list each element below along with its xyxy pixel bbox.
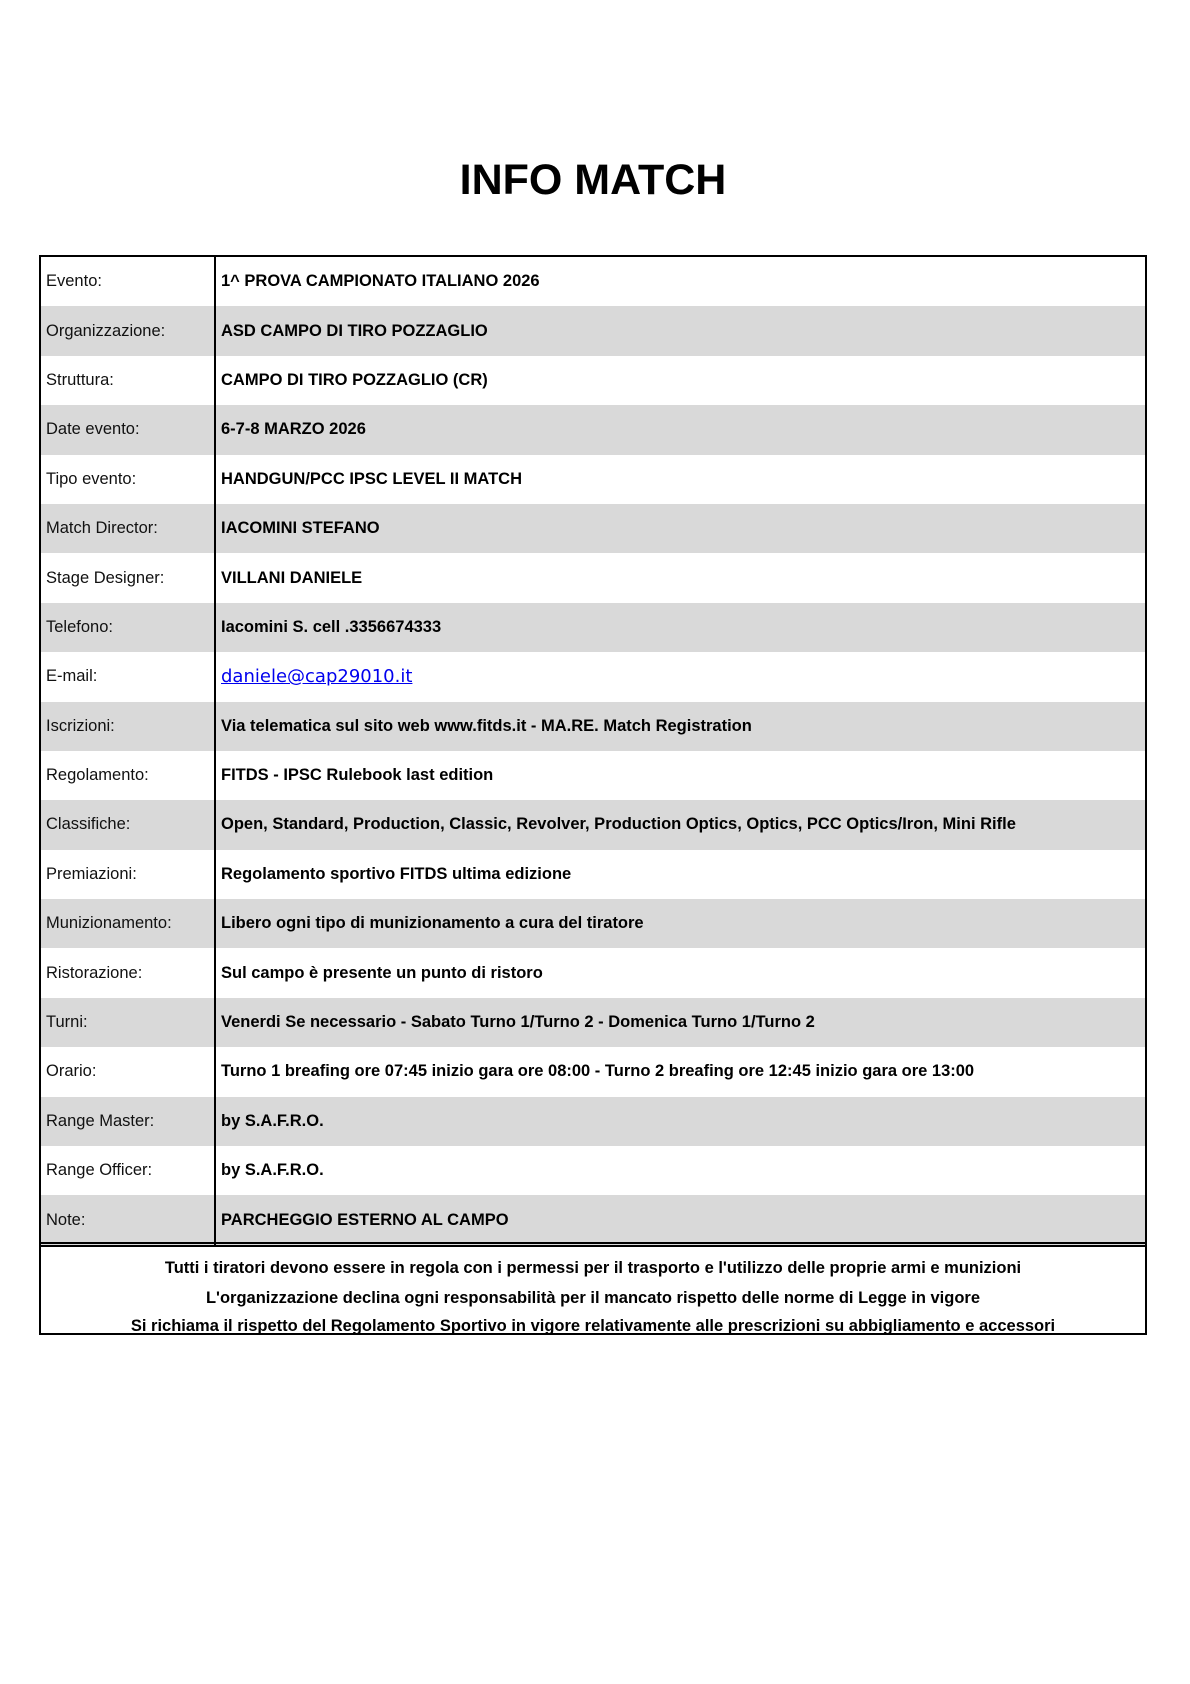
row-label: Regolamento: xyxy=(41,751,216,800)
row-range-officer xyxy=(41,1146,1145,1195)
row-value: Sul campo è presente un punto di ristoro xyxy=(221,963,543,982)
email-link[interactable]: daniele@cap29010.it xyxy=(221,666,413,688)
row-label: Evento: xyxy=(41,257,216,306)
row-label: Match Director: xyxy=(41,504,216,553)
footer-line: Si richiama il rispetto del Regolamento Sportivo in vigore relativamente alle prescrizioni su abbigliamento e accessori xyxy=(130,1317,1056,1335)
info-table xyxy=(39,255,1147,1247)
footer-line: Tutti i tiratori devono essere in regola con i permessi per il trasporto e l'utilizzo delle proprie armi e munizioni xyxy=(164,1259,1022,1277)
row-tipo-evento xyxy=(41,455,1145,504)
row-label: Range Officer: xyxy=(41,1146,216,1195)
row-label: Note: xyxy=(41,1195,216,1244)
row-value: Via telematica sul sito web www.fitds.it - MA.RE. Match Registration xyxy=(221,716,752,735)
row-label: Struttura: xyxy=(41,356,216,405)
row-value: Libero ogni tipo di munizionamento a cura del tiratore xyxy=(221,914,644,933)
row-value: 6-7-8 MARZO 2026 xyxy=(221,420,366,439)
row-value: PARCHEGGIO ESTERNO AL CAMPO xyxy=(221,1210,509,1229)
row-telefono xyxy=(41,603,1145,652)
row-value: FITDS - IPSC Rulebook last edition xyxy=(221,766,494,785)
row-label: Premiazioni: xyxy=(41,850,216,899)
row-label: Stage Designer: xyxy=(41,553,216,602)
row-iscrizioni xyxy=(41,702,1145,751)
row-orario xyxy=(41,1047,1145,1096)
page-title: INFO MATCH xyxy=(459,156,727,204)
row-label: Ristorazione: xyxy=(41,948,216,997)
row-value: ASD CAMPO DI TIRO POZZAGLIO xyxy=(221,321,488,340)
row-classifiche xyxy=(41,800,1145,849)
row-regolamento xyxy=(41,751,1145,800)
row-label: Range Master: xyxy=(41,1097,216,1146)
row-label: Iscrizioni: xyxy=(41,702,216,751)
row-value: Regolamento sportivo FITDS ultima edizione xyxy=(221,864,572,883)
row-value: IACOMINI STEFANO xyxy=(221,519,380,538)
row-value: CAMPO DI TIRO POZZAGLIO (CR) xyxy=(221,370,488,389)
row-evento xyxy=(41,257,1145,306)
row-stage-designer xyxy=(41,553,1145,602)
row-label: Munizionamento: xyxy=(41,899,216,948)
row-date-evento xyxy=(41,405,1145,454)
row-label: Telefono: xyxy=(41,603,216,652)
row-note xyxy=(41,1195,1145,1244)
row-label: Organizzazione: xyxy=(41,306,216,355)
row-value: Turno 1 breafing ore 07:45 inizio gara ore 08:00 - Turno 2 breafing ore 12:45 inizio gara ore 13:00 xyxy=(221,1062,975,1081)
row-label: Orario: xyxy=(41,1047,216,1096)
row-value: Open, Standard, Production, Classic, Revolver, Production Optics, Optics, PCC Optics/Iron, Mini Rifle xyxy=(221,815,1016,834)
row-premiazioni xyxy=(41,850,1145,899)
row-label: Classifiche: xyxy=(41,800,216,849)
row-ristorazione xyxy=(41,948,1145,997)
row-value: by S.A.F.R.O. xyxy=(221,1161,324,1180)
row-range-master xyxy=(41,1097,1145,1146)
row-value: Iacomini S. cell .3356674333 xyxy=(221,617,442,636)
row-value: VILLANI DANIELE xyxy=(221,568,363,587)
row-value: Venerdi Se necessario - Sabato Turno 1/Turno 2 - Domenica Turno 1/Turno 2 xyxy=(221,1013,815,1032)
row-munizionamento xyxy=(41,899,1145,948)
row-value: by S.A.F.R.O. xyxy=(221,1111,324,1130)
row-label: E-mail: xyxy=(41,652,216,701)
footer-notes xyxy=(39,1242,1147,1335)
row-label: Date evento: xyxy=(41,405,216,454)
row-struttura xyxy=(41,356,1145,405)
row-value: HANDGUN/PCC IPSC LEVEL II MATCH xyxy=(221,469,522,488)
row-organizzazione xyxy=(41,306,1145,355)
row-match-director xyxy=(41,504,1145,553)
row-value xyxy=(216,652,1145,701)
row-turni xyxy=(41,998,1145,1047)
row-email xyxy=(41,652,1145,701)
row-label: Turni: xyxy=(41,998,216,1047)
row-label: Tipo evento: xyxy=(41,455,216,504)
row-value: 1^ PROVA CAMPIONATO ITALIANO 2026 xyxy=(221,272,540,291)
footer-line: L'organizzazione declina ogni responsabilità per il mancato rispetto delle norme di Legge in vigore xyxy=(205,1289,981,1307)
